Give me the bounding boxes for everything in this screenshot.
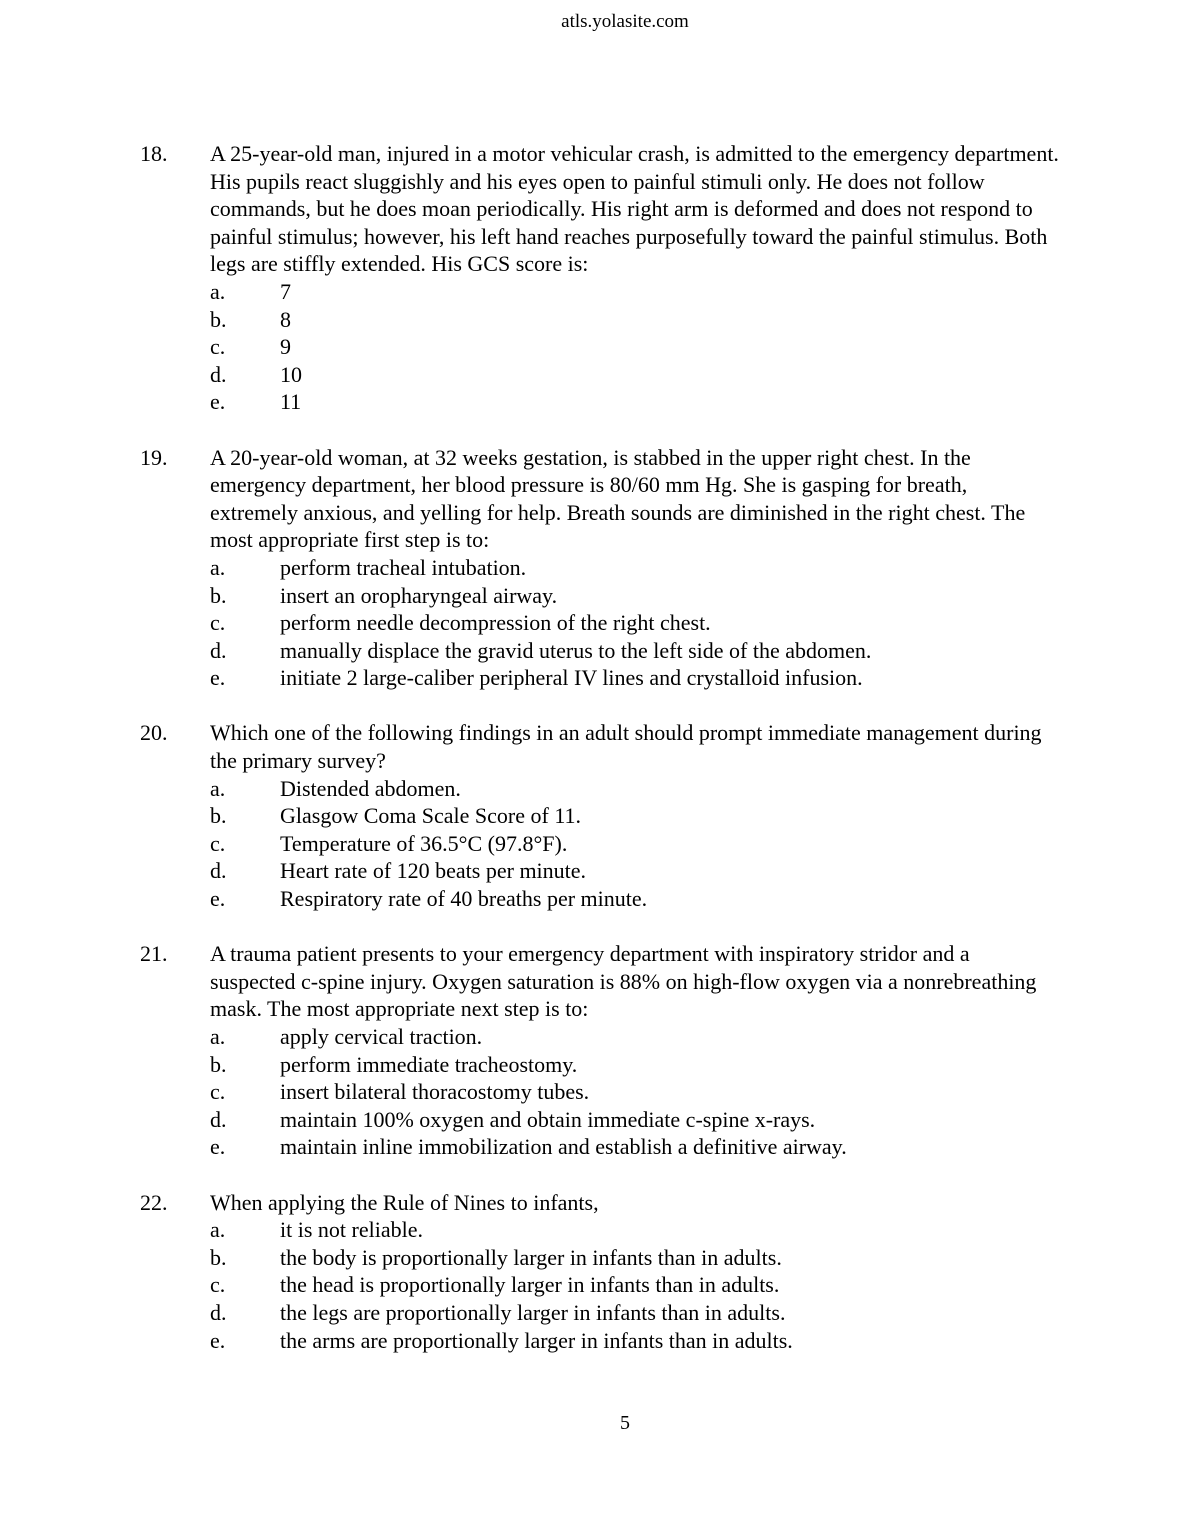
option-letter: c. bbox=[210, 334, 226, 360]
option-letter: b. bbox=[210, 803, 227, 829]
option-text: maintain inline immobilization and establish a definitive airway. bbox=[280, 1134, 847, 1160]
page-number: 5 bbox=[620, 1412, 630, 1434]
answer-option-c bbox=[210, 1271, 1060, 1299]
question-stem bbox=[140, 1189, 1060, 1217]
option-letter: e. bbox=[210, 665, 226, 691]
answer-option-b bbox=[210, 802, 1060, 830]
answer-option-c bbox=[210, 1078, 1060, 1106]
question-text: A trauma patient presents to your emergency department with inspiratory stridor and a suspected c-spine injury. Oxygen saturation is 88% on high-flow oxygen via a nonrebreathing mask. The most appropriate next step is to: bbox=[210, 941, 1037, 1022]
option-letter: a. bbox=[210, 278, 226, 304]
option-letter: e. bbox=[210, 886, 226, 912]
option-text: perform tracheal intubation. bbox=[280, 554, 527, 580]
answer-option-d bbox=[210, 1106, 1060, 1134]
option-letter: e. bbox=[210, 1134, 226, 1160]
option-text: 9 bbox=[280, 334, 291, 360]
answer-option-d bbox=[210, 1299, 1060, 1327]
question-18 bbox=[140, 140, 1060, 416]
answer-option-c bbox=[210, 830, 1060, 858]
answer-option-b bbox=[210, 306, 1060, 334]
answer-option-e bbox=[210, 1133, 1060, 1161]
answer-option-a bbox=[210, 1023, 1060, 1051]
option-text: insert an oropharyngeal airway. bbox=[280, 582, 558, 608]
answer-option-e bbox=[210, 664, 1060, 692]
option-letter: a. bbox=[210, 554, 226, 580]
option-letter: a. bbox=[210, 775, 226, 801]
answer-option-e bbox=[210, 885, 1060, 913]
answer-option-d bbox=[210, 361, 1060, 389]
option-letter: d. bbox=[210, 1106, 227, 1132]
option-letter: b. bbox=[210, 306, 227, 332]
option-text: manually displace the gravid uterus to the left side of the abdomen. bbox=[280, 637, 872, 663]
option-letter: c. bbox=[210, 830, 226, 856]
option-text: 11 bbox=[280, 389, 302, 415]
question-list bbox=[140, 140, 1060, 1382]
option-text: 10 bbox=[280, 361, 302, 387]
option-text: maintain 100% oxygen and obtain immediate c-spine x-rays. bbox=[280, 1106, 816, 1132]
option-letter: a. bbox=[210, 1024, 226, 1049]
option-text: Temperature of 36.5°C (97.8°F). bbox=[280, 830, 568, 856]
option-text: Distended abdomen. bbox=[280, 775, 461, 801]
answer-option-e bbox=[210, 1327, 1060, 1355]
answer-option-b bbox=[210, 1051, 1060, 1079]
question-text: A 25-year-old man, injured in a motor vehicular crash, is admitted to the emergency department. His pupils react sluggishly and his eyes open to painful stimuli only. He does not follow commands, but he does moan periodically. His right arm is deformed and does not respond to painful stimulus; however, his left hand reaches purposefully toward the painful stimulus. Both legs are stiffly extended. His GCS score is: bbox=[210, 141, 1059, 277]
option-letter: c. bbox=[210, 610, 226, 636]
header-site-url: atls.yolasite.com bbox=[561, 11, 689, 32]
question-20 bbox=[140, 719, 1060, 912]
option-text: 8 bbox=[280, 306, 291, 332]
option-text: perform needle decompression of the right chest. bbox=[280, 610, 711, 636]
option-text: it is not reliable. bbox=[280, 1217, 423, 1243]
question-stem bbox=[140, 444, 1060, 554]
option-text: the body is proportionally larger in infants than in adults. bbox=[280, 1244, 782, 1270]
option-letter: d. bbox=[210, 858, 227, 884]
option-letter: e. bbox=[210, 389, 226, 415]
question-stem bbox=[140, 940, 1060, 1023]
option-text: initiate 2 large-caliber peripheral IV lines and crystalloid infusion. bbox=[280, 665, 863, 691]
answer-option-a bbox=[210, 775, 1060, 803]
option-text: the legs are proportionally larger in infants than in adults. bbox=[280, 1299, 786, 1325]
option-letter: b. bbox=[210, 582, 227, 608]
answer-option-e bbox=[210, 388, 1060, 416]
question-text: A 20-year-old woman, at 32 weeks gestation, is stabbed in the upper right chest. In the emergency department, her blood pressure is 80/60 mm Hg. She is gasping for breath, extremely anxious, and yelling for help. Breath sounds are diminished in the right chest. The most appropriate first step is to: bbox=[210, 444, 1026, 553]
option-text: perform immediate tracheostomy. bbox=[280, 1051, 578, 1077]
option-letter: e. bbox=[210, 1327, 226, 1353]
option-letter: d. bbox=[210, 361, 227, 387]
answer-option-c bbox=[210, 333, 1060, 361]
question-19 bbox=[140, 444, 1060, 692]
question-text: Which one of the following findings in an adult should prompt immediate management during the primary survey? bbox=[210, 720, 1042, 774]
option-text: the arms are proportionally larger in infants than in adults. bbox=[280, 1327, 793, 1353]
answer-option-b bbox=[210, 1244, 1060, 1272]
answer-option-a bbox=[210, 554, 1060, 582]
option-text: insert bilateral thoracostomy tubes. bbox=[280, 1079, 590, 1105]
option-letter: d. bbox=[210, 637, 227, 663]
question-number: 20. bbox=[140, 720, 168, 746]
question-number: 21. bbox=[140, 941, 168, 967]
answer-option-d bbox=[210, 637, 1060, 665]
option-letter: c. bbox=[210, 1079, 226, 1105]
option-letter: d. bbox=[210, 1299, 227, 1325]
option-text: 7 bbox=[280, 278, 291, 304]
option-text: Heart rate of 120 beats per minute. bbox=[280, 858, 587, 884]
option-letter: a. bbox=[210, 1217, 226, 1243]
option-letter: b. bbox=[210, 1244, 227, 1270]
option-text: the head is proportionally larger in infants than in adults. bbox=[280, 1272, 780, 1298]
option-letter: b. bbox=[210, 1051, 227, 1077]
question-number: 19. bbox=[140, 444, 168, 470]
question-number: 18. bbox=[140, 141, 168, 166]
page-footer bbox=[0, 1411, 1190, 1435]
question-21 bbox=[140, 940, 1060, 1161]
option-letter: c. bbox=[210, 1272, 226, 1298]
answer-option-a bbox=[210, 1216, 1060, 1244]
question-stem bbox=[140, 140, 1060, 278]
answer-option-b bbox=[210, 582, 1060, 610]
question-text: When applying the Rule of Nines to infants, bbox=[210, 1189, 599, 1215]
option-text: apply cervical traction. bbox=[280, 1024, 483, 1049]
question-number: 22. bbox=[140, 1189, 168, 1215]
question-22 bbox=[140, 1189, 1060, 1355]
answer-option-a bbox=[210, 278, 1060, 306]
answer-option-d bbox=[210, 857, 1060, 885]
option-text: Respiratory rate of 40 breaths per minute. bbox=[280, 886, 648, 912]
answer-option-c bbox=[210, 609, 1060, 637]
option-text: Glasgow Coma Scale Score of 11. bbox=[280, 803, 582, 829]
question-stem bbox=[140, 719, 1060, 774]
page-header bbox=[0, 10, 1190, 34]
